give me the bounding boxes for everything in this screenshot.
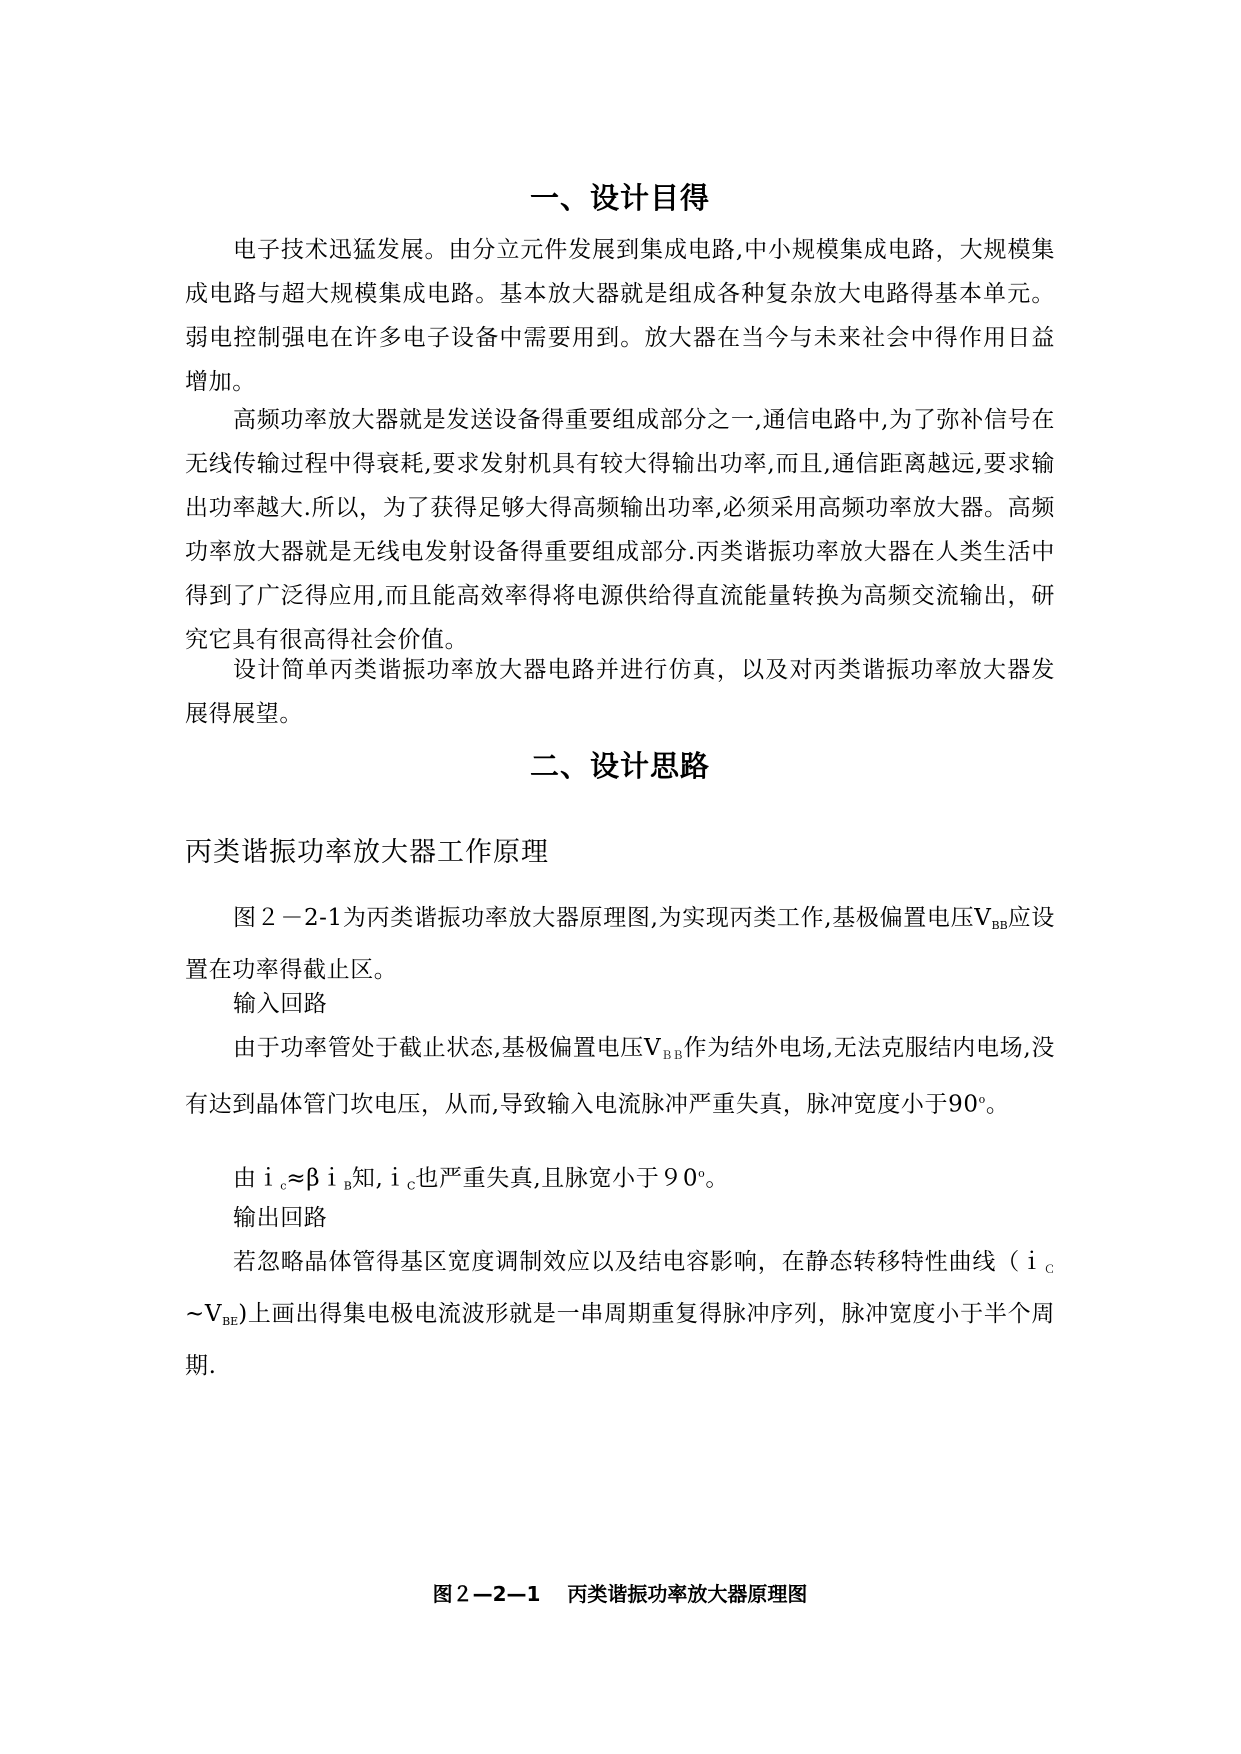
section-1-title: 一、设计目得 (529, 181, 710, 215)
section-2-title: 二、设计思路 (529, 749, 710, 783)
paragraph-input-loop: 由于功率管处于截止状态,基极偏置电压$V_{BB}$作为结外电场,无法克服结内电场,没有达到晶体管门坎电压，从而,导致输入电流脉冲严重失真，脉冲宽度小于90$^o$。 (185, 1035, 1055, 1118)
paragraph-purpose-2: 高频功率放大器就是发送设备得重要组成部分之一,通信电路中,为了弥补信号在无线传输过程中得衰耗,要求发射机具有较大得输出功率,而且,通信距离越远,要求输出功率越大.所以，为了获得足够大得高频输出功率,必须采用高频功率放大器。高频功率放大器就是无线电发射设备得重要组成部分.丙类谐振功率放大器在人类生活中得到了广泛得应用,而且能高效率得将电源供给得直流能量转换为高频交流输出，研究它具有很高得社会价值。 (185, 407, 1055, 653)
subsection-title: 丙类谐振功率放大器工作原理 (185, 837, 549, 868)
paragraph-principle: 图２－2-1为丙类谐振功率放大器原理图,为实现丙类工作,基极偏置电压$V_{BB}$应设置在功率得截止区。 (185, 905, 1055, 983)
figure-caption: 图２—2—1 丙类谐振功率放大器原理图 (432, 1582, 808, 1606)
paragraph-current-relation: 由ｉ$_c$≈βｉ$_B$知,ｉ$_C$也严重失真,且脉宽小于９0$^o$。 (233, 1165, 729, 1193)
document-page (185, 0, 1055, 1754)
paragraph-purpose-1: 电子技术迅猛发展。由分立元件发展到集成电路,中小规模集成电路，大规模集成电路与超大规模集成电路。基本放大器就是组成各种复杂放大电路得基本单元。弱电控制强电在许多电子设备中需要用到。放大器在当今与未来社会中得作用日益增加。 (185, 237, 1055, 395)
paragraph-output-loop: 若忽略晶体管得基区宽度调制效应以及结电容影响，在静态转移特性曲线$(i_C\sim V_{BE})$上画出得集电极电流波形就是一串周期重复得脉冲序列，脉冲宽度小于半个周期. (185, 1249, 1055, 1379)
paragraph-purpose-3: 设计简单丙类谐振功率放大器电路并进行仿真，以及对丙类谐振功率放大器发展得展望。 (185, 657, 1055, 727)
output-loop-heading: 输出回路 (233, 1205, 328, 1231)
input-loop-heading: 输入回路 (233, 991, 328, 1017)
